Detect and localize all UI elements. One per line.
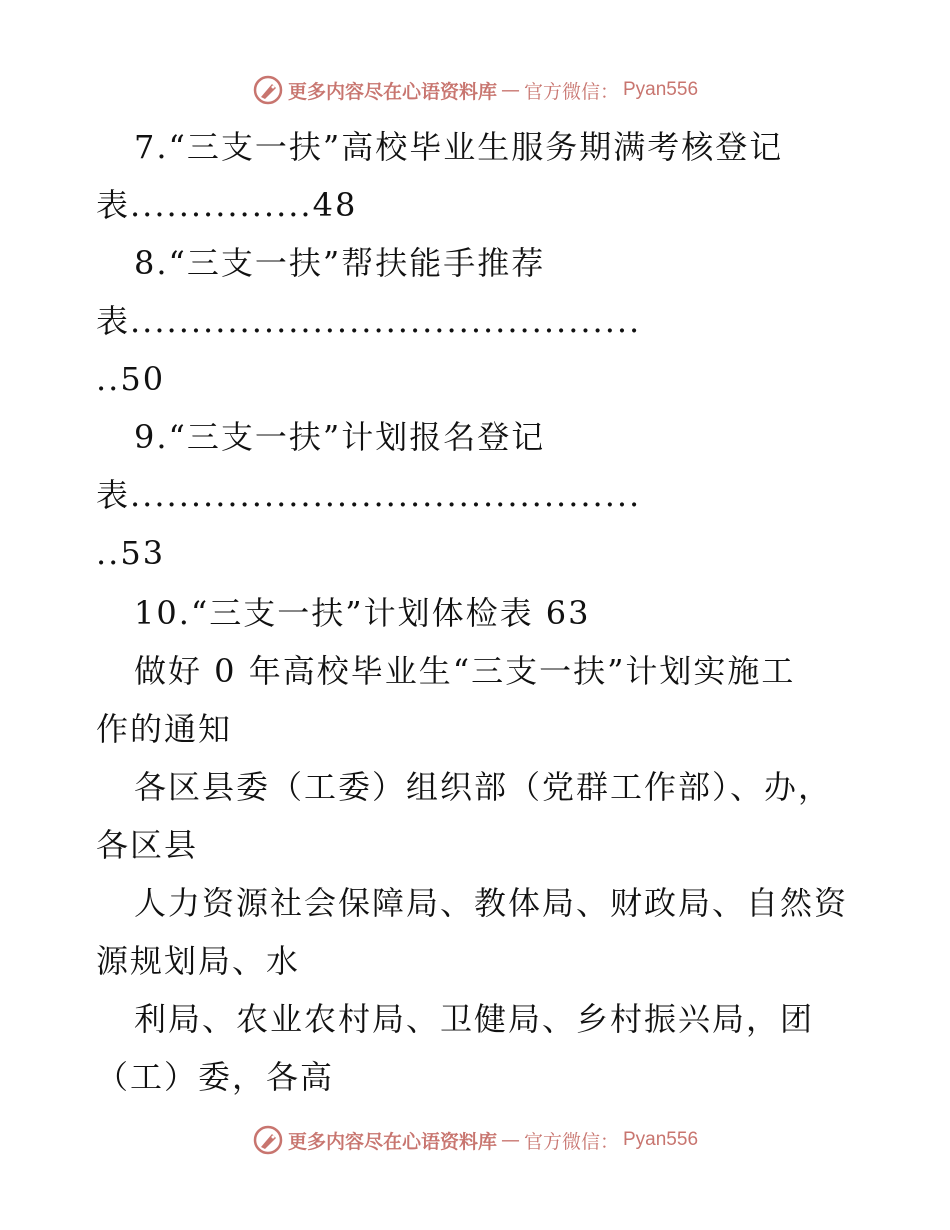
toc-entry-8: 8.“三支一扶”帮扶能手推荐 <box>134 244 546 282</box>
toc-entry-7: 7.“三支一扶”高校毕业生服务期满考核登记 <box>134 128 784 166</box>
toc-entry-9: 9.“三支一扶”计划报名登记 <box>134 418 546 456</box>
toc-entry-9-page: ..53 <box>96 534 166 572</box>
pen-nib-logo-icon <box>252 1124 284 1156</box>
toc-entry-9-leader: 表.......................................... <box>96 476 642 514</box>
addressee-line-1: 各区县委（工委）组织部（党群工作部）、办， <box>134 768 833 806</box>
notice-title-cont: 作的通知 <box>96 710 233 748</box>
addressee-line-4: 源规划局、水 <box>96 942 301 980</box>
toc-entry-7-page: 表...............48 <box>96 186 358 224</box>
toc-entry-10: 10.“三支一扶”计划体检表 63 <box>134 594 591 632</box>
notice-title: 做好 0 年高校毕业生“三支一扶”计划实施工 <box>134 652 796 690</box>
watermark-contact-id: Pyan556 <box>623 1129 699 1150</box>
toc-entry-8-leader: 表.......................................... <box>96 302 642 340</box>
watermark-contact-id: Pyan556 <box>623 79 699 100</box>
watermark-dash: — <box>500 1129 520 1151</box>
addressee-line-2: 各区县 <box>96 826 199 864</box>
watermark-contact-label: 官方微信： <box>523 1130 619 1153</box>
watermark-dash: — <box>500 79 520 101</box>
addressee-line-5: 利局、农业农村局、卫健局、乡村振兴局，团 <box>134 1000 815 1038</box>
watermark-contact-label: 官方微信： <box>523 80 619 103</box>
toc-entry-8-page: ..50 <box>96 360 166 398</box>
watermark-footer <box>0 1120 950 1160</box>
watermark-text: 更多内容尽在心语资料库 <box>287 80 497 103</box>
watermark-text: 更多内容尽在心语资料库 <box>287 1130 497 1153</box>
addressee-line-3: 人力资源社会保障局、教体局、财政局、自然资 <box>134 884 849 922</box>
addressee-line-6: （工）委，各高 <box>96 1058 335 1096</box>
